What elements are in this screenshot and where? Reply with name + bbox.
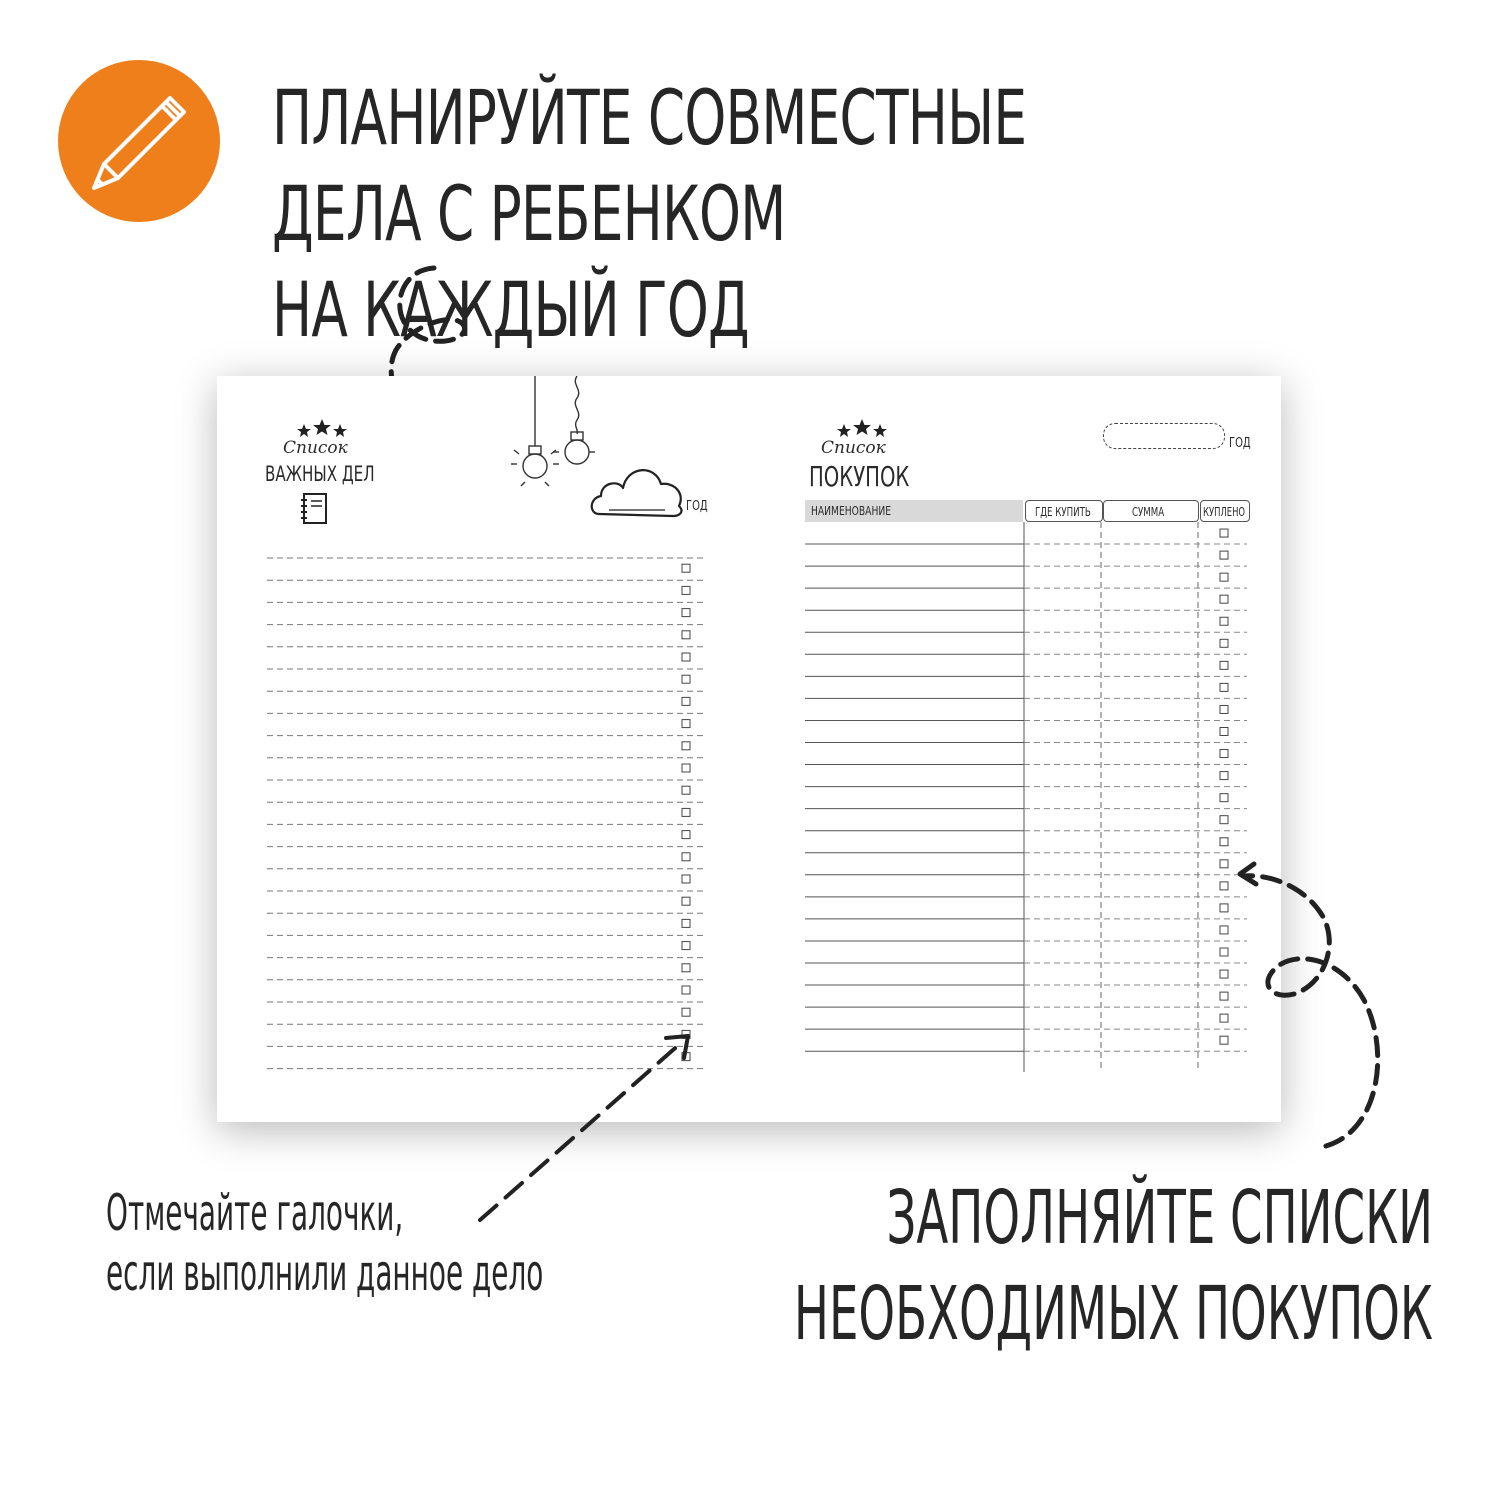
bought-checkbox[interactable] — [1220, 661, 1228, 669]
todo-checkbox[interactable] — [682, 697, 690, 705]
todo-checkbox[interactable] — [682, 831, 690, 839]
bought-checkbox[interactable] — [1220, 573, 1228, 581]
left-todo-list — [265, 546, 715, 1076]
left-title-script: Список — [283, 438, 348, 458]
caption-right-line-1: ЗАПОЛНЯЙТЕ СПИСКИ — [886, 1175, 1433, 1261]
column-header-where-label: ГДЕ КУПИТЬ — [1035, 505, 1091, 519]
pencil-icon — [58, 60, 220, 222]
bought-checkbox[interactable] — [1220, 838, 1228, 846]
bought-checkbox[interactable] — [1220, 1036, 1228, 1044]
bought-checkbox[interactable] — [1220, 882, 1228, 890]
bought-checkbox[interactable] — [1220, 683, 1228, 691]
todo-checkbox[interactable] — [682, 919, 690, 927]
bought-checkbox[interactable] — [1220, 750, 1228, 758]
column-header-bought — [1200, 500, 1250, 522]
caption-right-line-2: НЕОБХОДИМЫХ ПОКУПОК — [793, 1271, 1433, 1357]
bought-checkbox[interactable] — [1220, 816, 1228, 824]
todo-checkbox[interactable] — [682, 653, 690, 661]
planner-spread — [217, 376, 1281, 1122]
bought-checkbox[interactable] — [1220, 772, 1228, 780]
todo-checkbox[interactable] — [682, 631, 690, 639]
shopping-table — [805, 522, 1251, 1074]
todo-checkbox[interactable] — [682, 720, 690, 728]
column-header-where — [1025, 500, 1103, 522]
year-input-box[interactable] — [1103, 423, 1225, 449]
cloud-icon — [589, 460, 689, 520]
caption-checkmarks — [106, 1183, 543, 1303]
bought-checkbox[interactable] — [1220, 728, 1228, 736]
column-header-name — [805, 500, 1023, 522]
right-page-title: ПОКУПОК — [809, 460, 910, 493]
right-year-label: ГОД — [1229, 436, 1251, 451]
bought-checkbox[interactable] — [1220, 639, 1228, 647]
todo-checkbox[interactable] — [682, 942, 690, 950]
bought-checkbox[interactable] — [1220, 551, 1228, 559]
curly-arrow-right — [1230, 850, 1400, 1160]
column-header-sum-label: СУММА — [1132, 505, 1165, 519]
todo-checkbox[interactable] — [682, 853, 690, 861]
todo-checkbox[interactable] — [682, 609, 690, 617]
bought-checkbox[interactable] — [1220, 860, 1228, 868]
todo-checkbox[interactable] — [682, 1008, 690, 1016]
right-title-script: Список — [821, 438, 886, 458]
todo-checkbox[interactable] — [682, 897, 690, 905]
todo-checkbox[interactable] — [682, 564, 690, 572]
bought-checkbox[interactable] — [1220, 529, 1228, 537]
stars-icon — [837, 418, 887, 440]
bought-checkbox[interactable] — [1220, 904, 1228, 912]
todo-checkbox[interactable] — [682, 764, 690, 772]
left-year-label: ГОД — [686, 499, 708, 514]
column-header-sum — [1103, 500, 1199, 522]
bought-checkbox[interactable] — [1220, 1014, 1228, 1022]
caption-left-line-1: Отмечайте галочки, — [106, 1184, 404, 1242]
headline-line-2: НА КАЖДЫЙ ГОД — [272, 265, 749, 354]
bought-checkbox[interactable] — [1220, 948, 1228, 956]
todo-checkbox[interactable] — [682, 964, 690, 972]
bought-checkbox[interactable] — [1220, 794, 1228, 802]
bought-checkbox[interactable] — [1220, 705, 1228, 713]
todo-checkbox[interactable] — [682, 808, 690, 816]
left-page-title: ВАЖНЫХ ДЕЛ — [265, 462, 375, 486]
todo-checkbox[interactable] — [682, 875, 690, 883]
stars-icon — [297, 418, 347, 440]
todo-checkbox[interactable] — [682, 986, 690, 994]
light-bulbs-icon — [507, 376, 597, 496]
pencil-badge — [58, 60, 220, 222]
caption-left-line-2: если выполнили данное дело — [106, 1244, 544, 1302]
bought-checkbox[interactable] — [1220, 617, 1228, 625]
headline-line-1: ПЛАНИРУЙТЕ СОВМЕСТНЫЕ ДЕЛА С РЕБЕНКОМ — [272, 73, 1027, 258]
bought-checkbox[interactable] — [1220, 970, 1228, 978]
notebook-icon — [299, 492, 329, 526]
todo-checkbox[interactable] — [682, 586, 690, 594]
bought-checkbox[interactable] — [1220, 992, 1228, 1000]
caption-shopping — [794, 1170, 1433, 1362]
todo-checkbox[interactable] — [682, 675, 690, 683]
bought-checkbox[interactable] — [1220, 595, 1228, 603]
todo-checkbox[interactable] — [682, 742, 690, 750]
column-header-name-label: НАИМЕНОВАНИЕ — [811, 504, 892, 518]
column-header-bought-label: КУПЛЕНО — [1203, 505, 1246, 519]
todo-checkbox[interactable] — [682, 786, 690, 794]
bought-checkbox[interactable] — [1220, 926, 1228, 934]
